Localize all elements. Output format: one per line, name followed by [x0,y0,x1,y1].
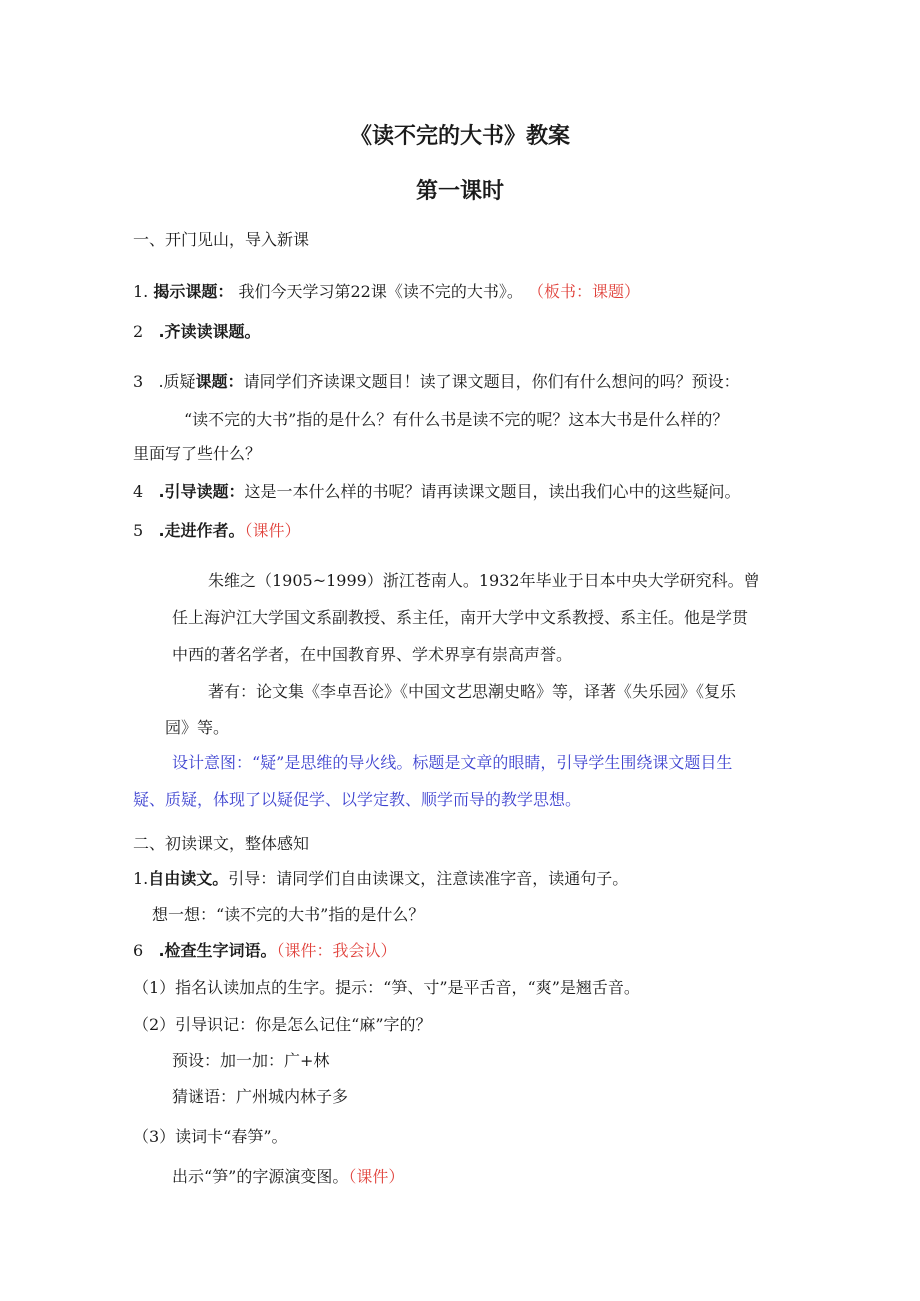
page-subtitle: 第一课时 [415,179,504,204]
item-label: .走进作者。 [158,521,245,540]
item-text: 请同学们齐读课文题目！读了课文题目，你们有什么想问的吗？预设： [243,372,740,391]
design-intent-line-1: 设计意图：“疑”是思维的导火线。标题是文章的眼睛，引导学生围绕课文题目生 [172,753,733,772]
item-num: 3 [133,372,144,391]
think-prompt: 想一想：“读不完的大书”指的是什么？ [152,905,425,924]
item-label: 课题： [195,372,244,391]
sub-item-3: （3）读词卡“春笋”。 [133,1127,288,1146]
item-3-preset-line-1: “读不完的大书”指的是什么？有什么书是读不完的呢？这本大书是什么样的？ [184,410,729,429]
author-bio-line-1: 朱维之（1905~1999）浙江苍南人。1932年毕业于日本中央大学研究科。曾 [208,571,760,590]
item-label: .齐读读课题。 [158,322,261,341]
item-text: 我们今天学习第22课《读不完的大书》。 [238,282,523,301]
item-note: （板书：课题） [527,282,640,301]
s2-item-6 [133,940,397,962]
item-num: 5 [133,521,144,540]
author-works-line-2: 园》等。 [165,718,230,737]
item-5 [133,520,301,542]
item-note: （课件） [244,521,301,540]
riddle: 猜谜语：广州城内林子多 [172,1087,349,1106]
item-prefix: .质疑 [158,372,196,391]
show-etymology [172,1166,404,1188]
item-3 [133,371,740,393]
item-label: .引导读题： [158,482,245,501]
design-intent-line-2: 疑、质疑，体现了以疑促学、以学定教、顺学而导的教学思想。 [133,790,582,809]
item-note: （课件：我会认） [276,941,397,960]
item-num: 4 [133,482,144,501]
show-note: （课件） [348,1167,405,1186]
item-4 [133,481,741,503]
page-title: 《读不完的大书》教案 [349,124,570,149]
sub-item-1: （1）指名认读加点的生字。提示：“笋、寸”是平舌音，“爽”是翘舌音。 [133,978,640,997]
section-2-heading: 二、初读课文，整体感知 [133,834,310,853]
item-num: 6 [133,941,144,960]
item-label: 揭示课题： [153,282,234,301]
author-bio-line-2: 任上海沪江大学国文系副教授、系主任，南开大学中文系教授、系主任。他是学贯 [172,608,749,627]
show-text: 出示“笋”的字源演变图。 [172,1167,349,1186]
preset-answer: 预设：加一加：广+林 [172,1051,330,1070]
author-works-line-1: 著有：论文集《李卓吾论》《中国文艺思潮史略》等，译著《失乐园》《复乐 [208,682,737,701]
item-num: 2 [133,322,144,341]
item-text: 这是一本什么样的书呢？请再读课文题目，读出我们心中的这些疑问。 [244,482,741,501]
item-label: .检查生字词语。 [158,941,277,960]
sub-item-2: （2）引导识记：你是怎么记住“麻”字的？ [133,1015,432,1034]
item-text: 引导：请同学们自由读课文，注意读准字音，读通句子。 [228,869,629,888]
item-3-preset-line-2: 里面写了些什么？ [133,444,262,463]
item-1 [133,281,640,303]
item-num: 1. [133,869,149,888]
item-2 [133,321,261,343]
item-num: 1. [133,282,149,301]
section-1-heading: 一、开门见山，导入新课 [133,230,310,249]
author-bio-line-3: 中西的著名学者，在中国教育界、学术界享有崇高声誉。 [172,645,573,664]
s2-item-1 [133,868,628,890]
item-label: 自由读文。 [148,869,229,888]
